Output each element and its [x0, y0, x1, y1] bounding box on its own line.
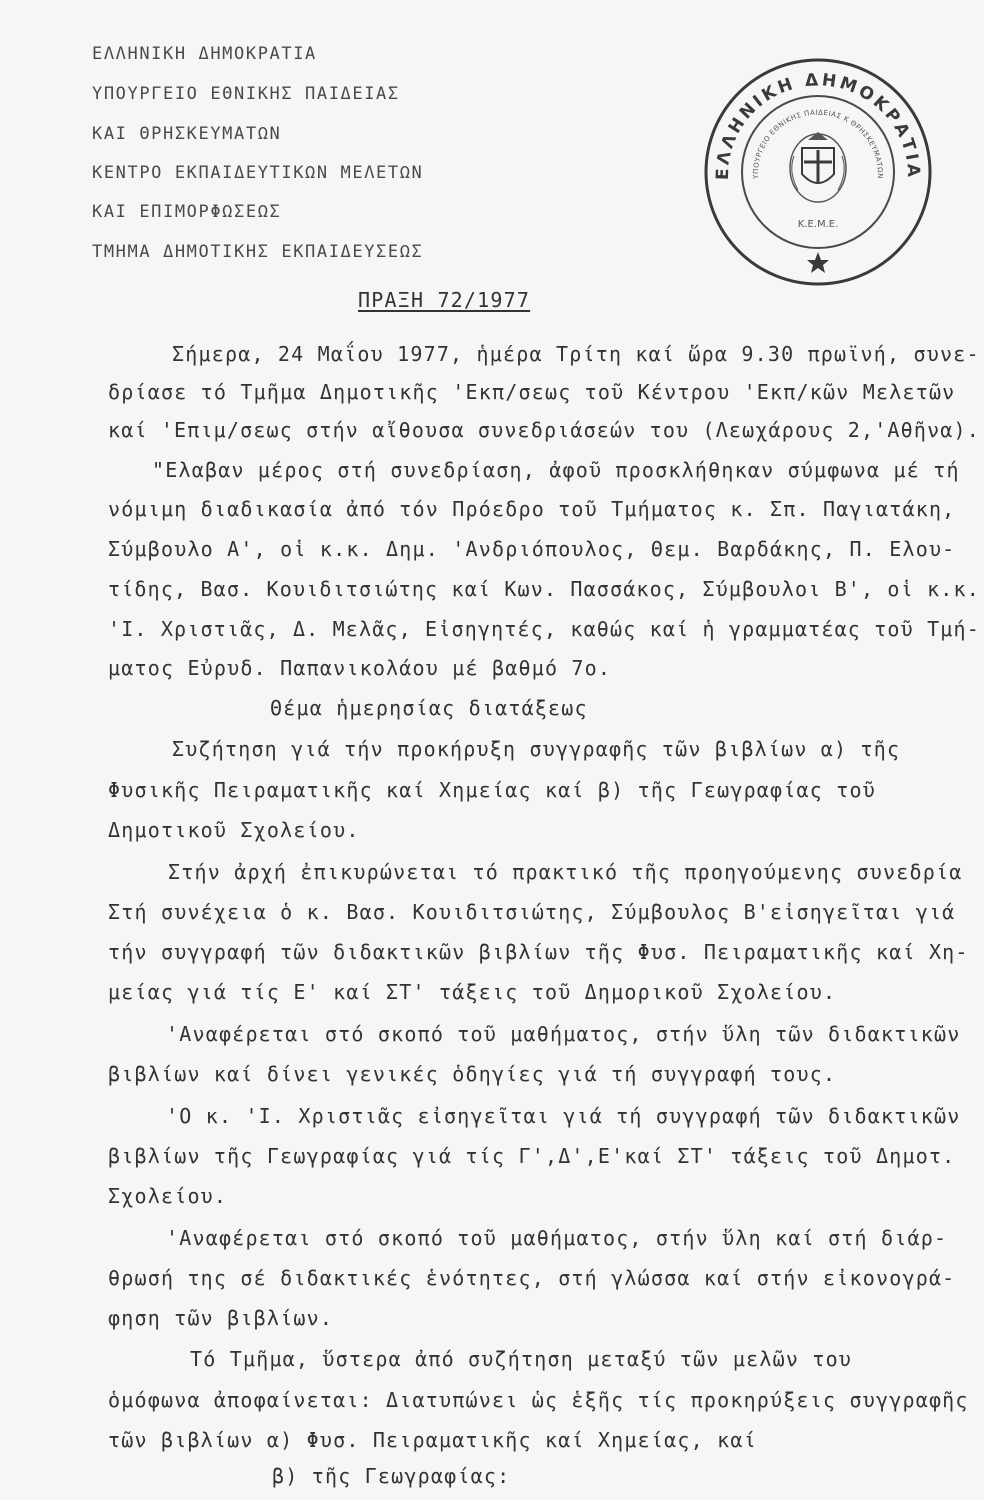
- letterhead-line-3: ΚΑΙ ΘΡΗΣΚΕΥΜΑΤΩΝ: [92, 124, 282, 144]
- letterhead-line-4: ΚΕΝΤΡΟ ΕΚΠΑΙΔΕΥΤΙΚΩΝ ΜΕΛΕΤΩΝ: [92, 163, 424, 183]
- letterhead-line-6: ΤΜΗΜΑ ΔΗΜΟΤΙΚΗΣ ΕΚΠΑΙΔΕΥΣΕΩΣ: [92, 242, 424, 262]
- body-line: νόμιμη διαδικασία ἀπό τόν Πρόεδρο τοῦ Τμήματος κ. Σπ. Παγιατάκη,: [108, 497, 956, 521]
- letterhead-line-2: ΥΠΟΥΡΓΕΙΟ ΕΘΝΙΚΗΣ ΠΑΙΔΕΙΑΣ: [92, 84, 400, 104]
- body-line: Τό Τμῆμα, ὕστερα ἀπό συζήτηση μεταξύ τῶν μελῶν του: [190, 1347, 853, 1371]
- coat-of-arms-icon: [790, 132, 846, 202]
- star-icon: [807, 252, 829, 273]
- body-line: δρίασε τό Τμῆμα Δημοτικῆς 'Εκπ/σεως τοῦ Κέντρου 'Εκπ/κῶν Μελετῶν: [108, 380, 956, 404]
- letterhead-line-5: ΚΑΙ ΕΠΙΜΟΡΦΩΣΕΩΣ: [92, 202, 282, 222]
- body-line: Σήμερα, 24 Μαΐου 1977, ἡμέρα Τρίτη καί ὥρα 9.30 πρωϊνή, συνε-: [172, 342, 980, 366]
- document-title: ΠΡΑΞΗ 72/1977: [358, 288, 531, 312]
- body-line: Συζήτηση γιά τήν προκήρυξη συγγραφῆς τῶν βιβλίων α) τῆς: [172, 737, 901, 761]
- official-stamp: [698, 52, 938, 292]
- body-line: τῶν βιβλίων α) Φυσ. Πειραματικῆς καί Χημείας, καί: [108, 1428, 757, 1452]
- body-line: Στή συνέχεια ὁ κ. Βασ. Κουιδιτσιώτης, Σύμβουλος Β'εἰσηγεῖται γιά: [108, 900, 956, 924]
- body-line: μείας γιά τίς Ε' καί ΣΤ' τάξεις τοῦ Δημορικοῦ Σχολείου.: [108, 980, 837, 1004]
- body-line: τήν συγγραφή τῶν διδακτικῶν βιβλίων τῆς Φυσ. Πειραματικῆς καί Χη-: [108, 940, 969, 964]
- letterhead-line-1: ΕΛΛΗΝΙΚΗ ΔΗΜΟΚΡΑΤΙΑ: [92, 44, 317, 64]
- body-line: β) τῆς Γεωγραφίας:: [272, 1464, 511, 1488]
- body-line: καί 'Επιμ/σεως στήν αἴθουσα συνεδριάσεών του (Λεωχάρους 2,'Αθῆνα).: [108, 418, 980, 442]
- body-line: 'Αναφέρεται στό σκοπό τοῦ μαθήματος, στήν ὕλη τῶν διδακτικῶν: [166, 1022, 961, 1046]
- body-line: Σύμβουλο Α', οἱ κ.κ. Δημ. 'Ανδριόπουλος, Θεμ. Βαρδάκης, Π. Ελου-: [108, 537, 956, 561]
- body-line: 'Αναφέρεται στό σκοπό τοῦ μαθήματος, στήν ὕλη καί στή διάρ-: [166, 1226, 948, 1250]
- body-line: Δημοτικοῦ Σχολείου.: [108, 818, 360, 842]
- stamp-ring-text: ΕΛΛΗΝΙΚΗ ΔΗΜΟΚΡΑΤΙΑ: [712, 70, 924, 181]
- stamp-abbrev: Κ.Ε.Μ.Ε.: [797, 219, 839, 230]
- body-line: θρωσή της σέ διδακτικές ἑνότητες, στή γλώσσα καί στήν εἰκονογρά-: [108, 1266, 956, 1290]
- body-line: "Ελαβαν μέρος στή συνεδρίαση, ἀφοῦ προσκλήθηκαν σύμφωνα μέ τή: [152, 458, 960, 482]
- body-line: βιβλίων καί δίνει γενικές ὁδηγίες γιά τή συγγραφή τους.: [108, 1062, 837, 1086]
- agenda-heading: Θέμα ἡμερησίας διατάξεως: [270, 696, 588, 720]
- stamp-inner-text: ΥΠΟΥΡΓΕΙΟ ΕΘΝΙΚΗΣ ΠΑΙΔΕΙΑΣ Κ ΘΡΗΣΚΕΥΜΑΤΩΝ: [751, 108, 885, 179]
- body-line: ὁμόφωνα ἀποφαίνεται: Διατυπώνει ὡς ἑξῆς τίς προκηρύξεις συγγραφῆς: [108, 1388, 969, 1412]
- body-line: 'Ο κ. 'Ι. Χριστιᾶς εἰσηγεῖται γιά τή συγγραφή τῶν διδακτικῶν: [166, 1104, 961, 1128]
- body-line: ματος Εὐρυδ. Παπανικολάου μέ βαθμό 7ο.: [108, 656, 612, 680]
- body-line: Στήν ἀρχή ἐπικυρώνεται τό πρακτικό τῆς προηγούμενης συνεδρία: [168, 860, 963, 884]
- body-line: τίδης, Βασ. Κουιδιτσιώτης καί Κων. Πασσάκος, Σύμβουλοι Β', οἱ κ.κ.: [108, 577, 980, 601]
- body-line: Σχολείου.: [108, 1184, 228, 1208]
- body-line: βιβλίων τῆς Γεωγραφίας γιά τίς Γ',Δ',Ε'καί ΣΤ' τάξεις τοῦ Δημοτ.: [108, 1144, 956, 1168]
- body-line: 'Ι. Χριστιᾶς, Δ. Μελᾶς, Εἰσηγητές, καθώς καί ἡ γραμματέας τοῦ Τμή-: [108, 617, 980, 641]
- body-line: Φυσικῆς Πειραματικῆς καί Χημείας καί β) τῆς Γεωγραφίας τοῦ: [108, 778, 876, 802]
- body-line: φηση τῶν βιβλίων.: [108, 1306, 334, 1330]
